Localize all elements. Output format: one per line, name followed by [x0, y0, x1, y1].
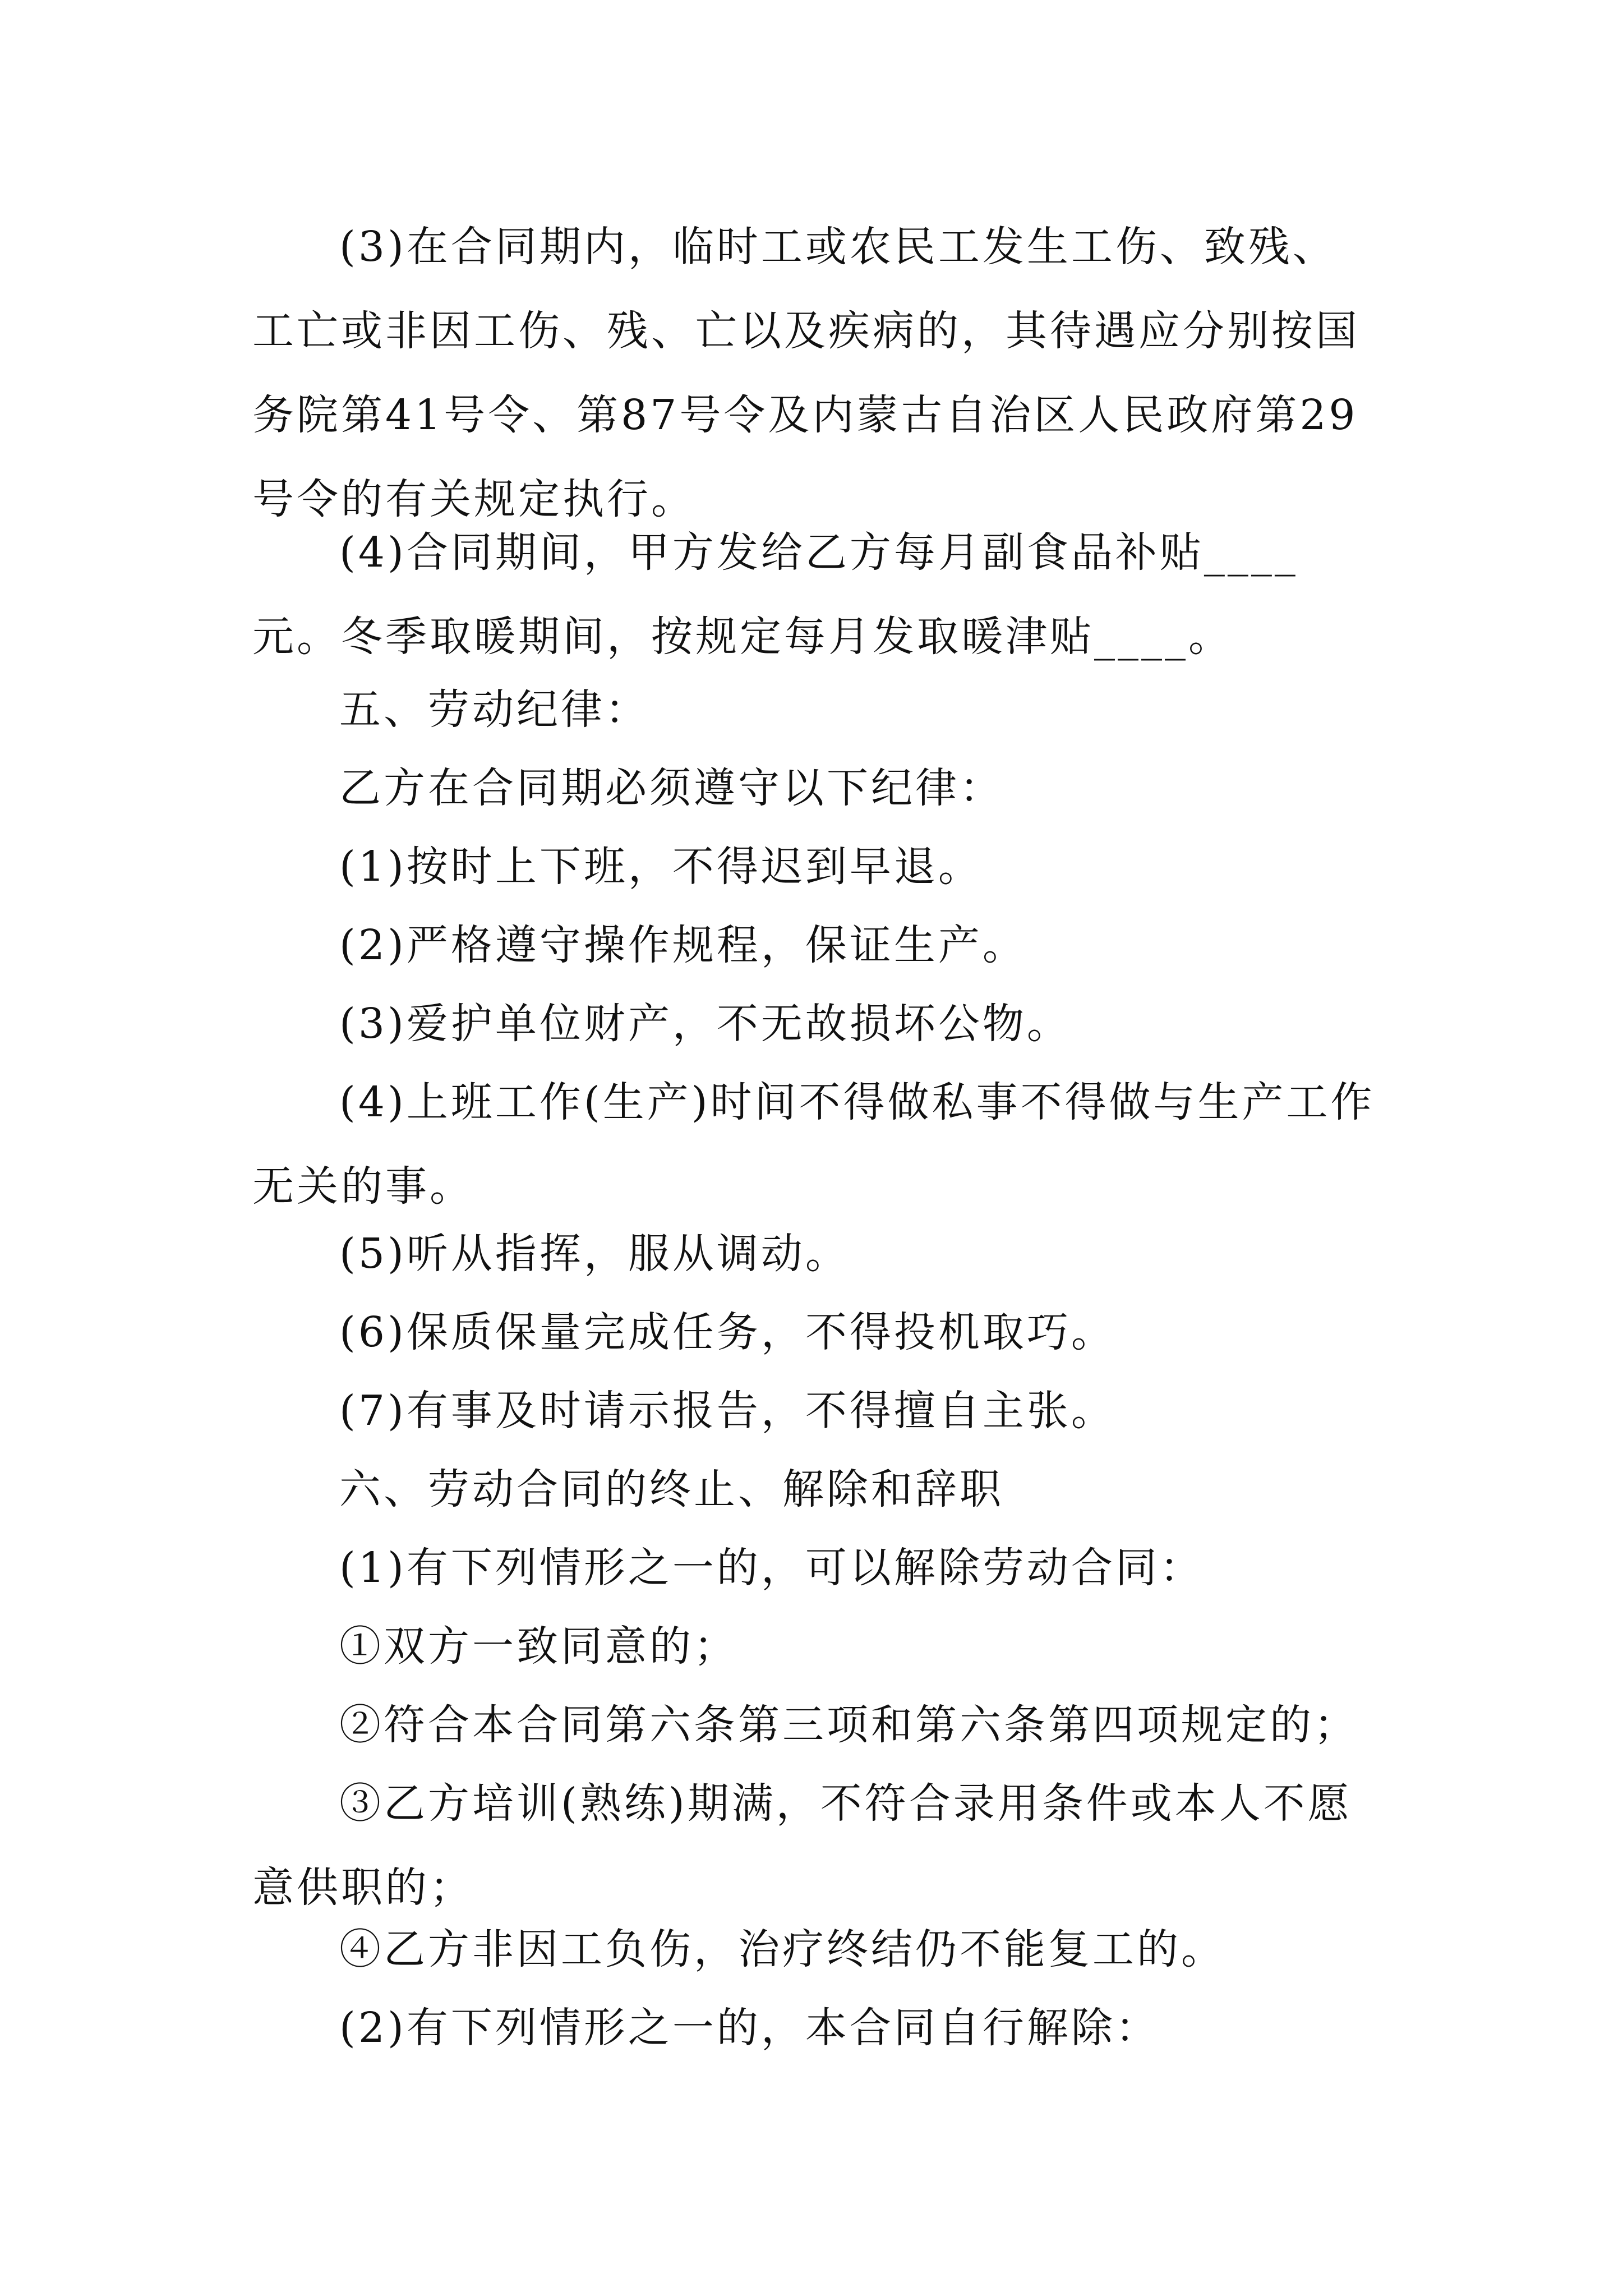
termination-subitem-2: ②符合本合同第六条第三项和第六条第四项规定的； [339, 1701, 1358, 1749]
discipline-item-7: (7)有事及时请示报告，不得擅自主张。 [339, 1387, 1115, 1435]
section-heading-termination: 六、劳动合同的终止、解除和辞职 [339, 1465, 1004, 1513]
discipline-item-4: (4)上班工作(生产)时间不得做私事不得做与生产工作无关的事。 [252, 1078, 1375, 1211]
paragraph-discipline-intro: 乙方在合同期必须遵守以下纪律： [339, 764, 1004, 812]
termination-subitem-4: ④乙方非因工负伤，治疗终结仍不能复工的。 [339, 1925, 1225, 1973]
paragraph-food-and-heating-subsidy: (4)合同期间，甲方发给乙方每月副食品补贴____元。冬季取暖期间，按规定每月发取暖津贴____。 [252, 528, 1298, 661]
discipline-item-6: (6)保质保量完成任务，不得投机取巧。 [339, 1308, 1115, 1356]
section-heading-labor-discipline: 五、劳动纪律： [339, 685, 649, 734]
discipline-item-5: (5)听从指挥，服从调动。 [339, 1230, 850, 1278]
discipline-item-1: (1)按时上下班，不得迟到早退。 [339, 843, 983, 891]
termination-clause-2: (2)有下列情形之一的，本合同自行解除： [339, 2004, 1160, 2052]
termination-clause-1: (1)有下列情形之一的，可以解除劳动合同： [339, 1544, 1204, 1592]
termination-subitem-1: ①双方一致同意的； [339, 1622, 738, 1671]
paragraph-work-injury-benefits: (3)在合同期内，临时工或农民工发生工伤、致残、工亡或非因工伤、残、亡以及疾病的，其待遇应分别按国务院第41号令、第87号令及内蒙古自治区人民政府第29号令的有关规定执行。 [252, 223, 1360, 523]
discipline-item-3: (3)爱护单位财产，不无故损坏公物。 [339, 1000, 1071, 1048]
termination-subitem-3: ③乙方培训(熟练)期满，不符合录用条件或本人不愿意供职的； [252, 1779, 1352, 1912]
discipline-item-2: (2)严格遵守操作规程，保证生产。 [339, 921, 1027, 969]
